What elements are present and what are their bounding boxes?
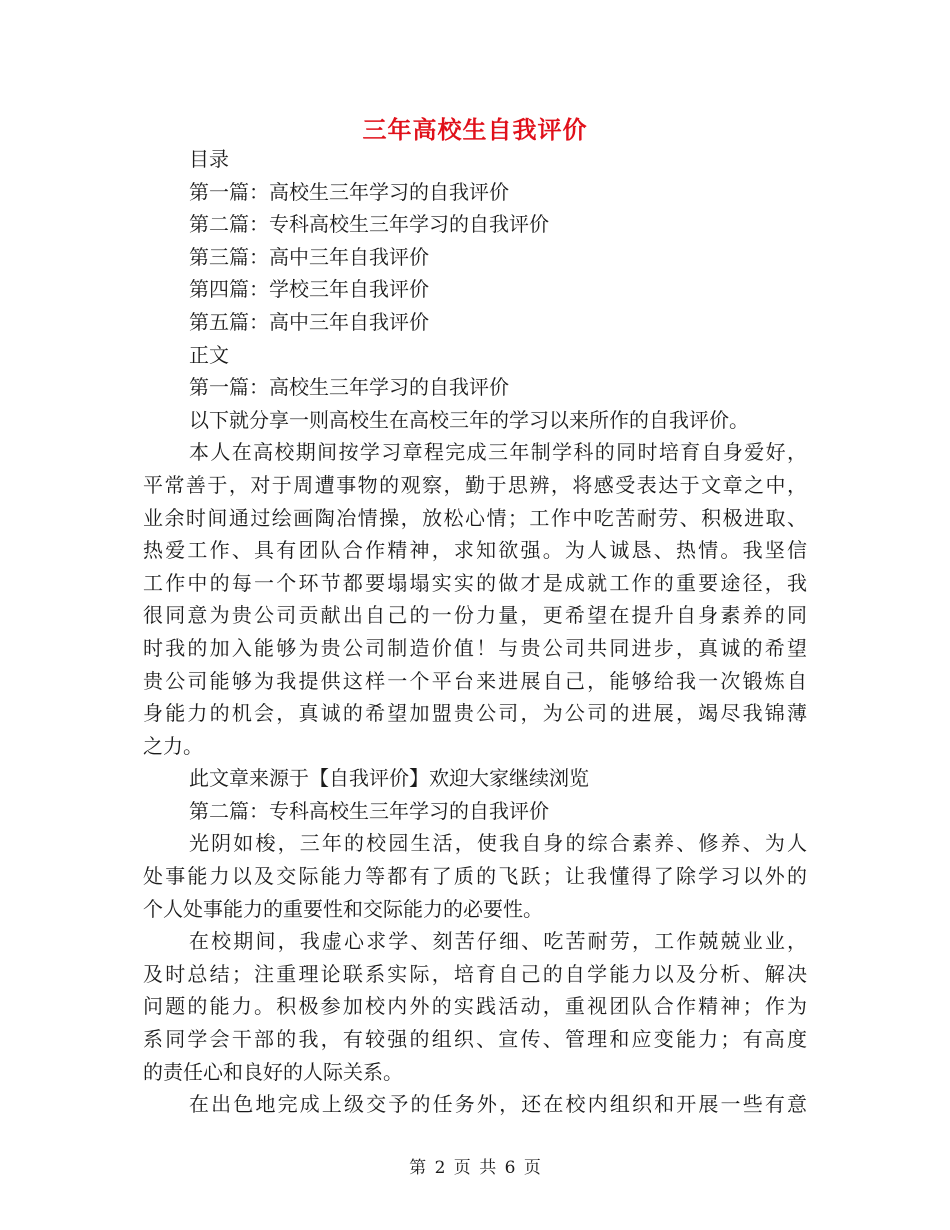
text-line: 时我的加入能够为贵公司制造价值！与贵公司共同进步，真诚的希望 — [143, 635, 807, 660]
text-line: 第一篇：高校生三年学习的自我评价 — [189, 375, 509, 400]
text-line: 以下就分享一则高校生在高校三年的学习以来所作的自我评价。 — [189, 407, 749, 432]
text-line: 第二篇：专科高校生三年学习的自我评价 — [189, 798, 549, 823]
text-line: 目录 — [189, 147, 229, 171]
text-line: 热爱工作、具有团队合作精神，求知欲强。为人诚恳、热情。我坚信 — [143, 538, 807, 563]
text-line: 第二篇：专科高校生三年学习的自我评价 — [189, 212, 549, 237]
text-line: 及时总结；注重理论联系实际，培育自己的自学能力以及分析、解决 — [143, 961, 807, 986]
text-line: 身能力的机会，真诚的希望加盟贵公司，为公司的进展，竭尽我锦薄 — [143, 701, 807, 726]
text-line: 正文 — [189, 342, 229, 367]
text-line: 系同学会干部的我，有较强的组织、宣传、管理和应变能力；有高度 — [143, 1027, 807, 1052]
text-line: 第一篇：高校生三年学习的自我评价 — [189, 179, 509, 204]
text-line: 处事能力以及交际能力等都有了质的飞跃；让我懂得了除学习以外的 — [143, 864, 807, 889]
text-line: 平常善于，对于周遭事物的观察，勤于思辨，将感受表达于文章之中， — [143, 472, 807, 497]
text-line: 之力。 — [143, 733, 203, 758]
text-line: 贵公司能够为我提供这样一个平台来进展自己，能够给我一次锻炼自 — [143, 668, 807, 693]
text-line: 光阴如梭，三年的校园生活，使我自身的综合素养、修养、为人 — [189, 831, 807, 856]
text-line: 本人在高校期间按学习章程完成三年制学科的同时培育自身爱好， — [189, 440, 807, 465]
text-line: 个人处事能力的重要性和交际能力的必要性。 — [143, 896, 543, 921]
text-line: 在校期间，我虚心求学、刻苦仔细、吃苦耐劳，工作兢兢业业， — [189, 929, 807, 954]
page-footer: 第 2 页 共 6 页 — [409, 1158, 541, 1178]
text-line: 业余时间通过绘画陶冶情操，放松心情；工作中吃苦耐劳、积极进取、 — [143, 505, 807, 530]
document-title: 三年高校生自我评价 — [362, 116, 588, 144]
text-line: 很同意为贵公司贡献出自己的一份力量，更希望在提升自身素养的同 — [143, 603, 807, 628]
document-body — [143, 143, 807, 1121]
text-line: 第三篇：高中三年自我评价 — [189, 244, 429, 269]
text-line: 工作中的每一个环节都要塌塌实实的做才是成就工作的重要途径，我 — [143, 570, 807, 595]
text-line: 第五篇：高中三年自我评价 — [189, 309, 429, 334]
text-line: 此文章来源于【自我评价】欢迎大家继续浏览 — [189, 766, 589, 791]
text-line: 第四篇：学校三年自我评价 — [189, 277, 429, 302]
text-line: 在出色地完成上级交予的任务外，还在校内组织和开展一些有意 — [189, 1092, 807, 1117]
text-line: 问题的能力。积极参加校内外的实践活动，重视团队合作精神；作为 — [143, 994, 807, 1019]
text-line: 的责任心和良好的人际关系。 — [143, 1059, 403, 1084]
